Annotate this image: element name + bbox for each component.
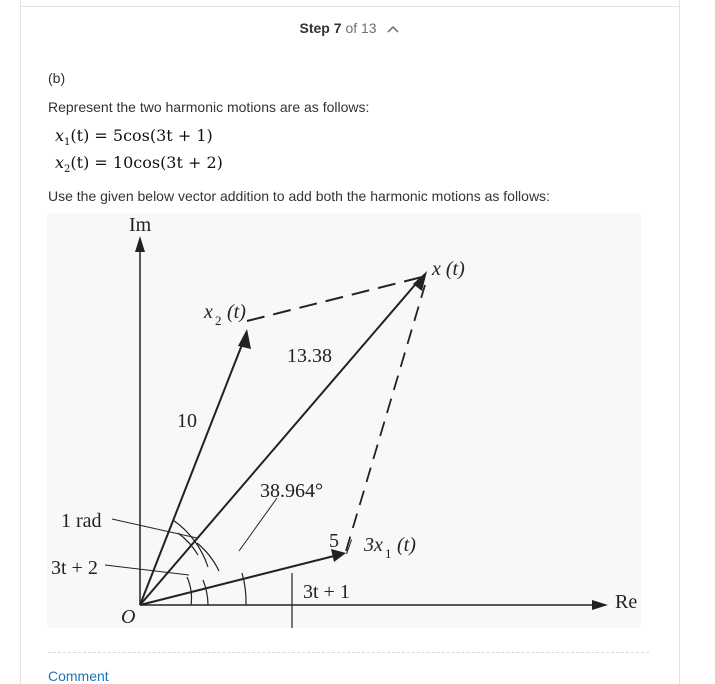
angle-3t1: 3t + 1 xyxy=(303,581,350,603)
comment-divider xyxy=(48,652,649,653)
top-divider xyxy=(21,6,679,7)
axis-re-label: Re xyxy=(615,591,638,613)
angle-between: 38.964° xyxy=(260,480,323,502)
label-x1-arg: (t) xyxy=(397,534,416,556)
chevron-up-icon[interactable] xyxy=(386,21,400,37)
vector-addition-diagram xyxy=(47,213,641,628)
figure-background xyxy=(47,213,641,628)
label-x2-sub: 2 xyxy=(215,313,222,328)
angle-1rad: 1 rad xyxy=(61,510,102,532)
step-prefix: Step xyxy=(299,20,330,36)
step-header xyxy=(21,20,679,37)
solution-card xyxy=(20,0,680,684)
angle-3t2: 3t + 2 xyxy=(51,557,98,579)
magnitude-x1: 5 xyxy=(329,530,339,552)
origin-label: O xyxy=(121,606,136,628)
label-x2-main: x xyxy=(204,301,213,323)
magnitude-resultant: 13.38 xyxy=(287,345,332,367)
equation-x2: $x_2(t) = 10\cos(3t + 2)$ xyxy=(55,153,223,176)
label-xt: x (t) xyxy=(432,258,465,280)
label-x2-arg: (t) xyxy=(227,301,246,323)
magnitude-x2: 10 xyxy=(177,410,197,432)
axis-im-label: Im xyxy=(129,214,152,236)
instruction-text: Use the given below vector addition to add both the harmonic motions as follows: xyxy=(48,188,550,204)
comment-link[interactable]: Comment xyxy=(48,668,109,684)
intro-text: Represent the two harmonic motions are as follows: xyxy=(48,99,370,115)
step-current: 7 xyxy=(333,20,342,36)
step-total: 13 xyxy=(361,20,377,36)
equation-x1: $x_1(t) = 5\cos(3t + 1)$ xyxy=(55,126,213,149)
part-label: (b) xyxy=(48,70,66,86)
slash-mark: / xyxy=(346,534,353,559)
label-x1-main: 3x xyxy=(364,534,383,556)
label-x1-sub: 1 xyxy=(385,546,392,561)
step-of: of xyxy=(345,20,358,36)
